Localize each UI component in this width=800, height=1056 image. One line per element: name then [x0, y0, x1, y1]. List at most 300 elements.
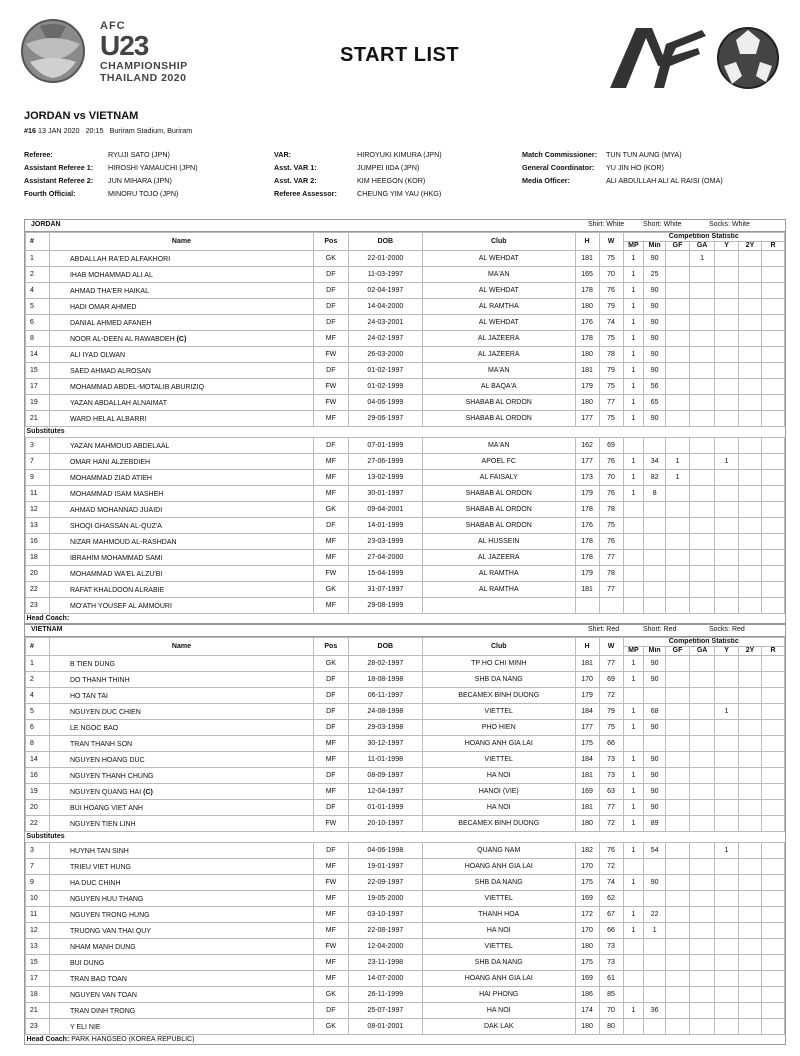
player-club: THANH HOA	[422, 907, 575, 923]
player-name: BUI DUNG	[49, 955, 313, 971]
stat-red	[761, 363, 784, 379]
player-row	[26, 656, 785, 672]
player-number: 7	[26, 859, 50, 875]
stat-min: 90	[644, 411, 666, 427]
player-number: 4	[26, 688, 50, 704]
player-weight: 77	[599, 582, 623, 598]
player-height: 181	[575, 582, 599, 598]
stat-yellow	[715, 363, 739, 379]
player-name: NHAM MANH DUNG	[49, 939, 313, 955]
player-dob: 29-03-1998	[348, 720, 422, 736]
player-dob: 13-02-1999	[348, 470, 422, 486]
player-height: 170	[575, 859, 599, 875]
player-row	[26, 486, 785, 502]
stat-red	[761, 454, 784, 470]
stat-yellow	[715, 550, 739, 566]
player-row	[26, 566, 785, 582]
col-ga-header: GA	[690, 647, 715, 656]
player-weight: 76	[599, 283, 623, 299]
player-number: 21	[26, 411, 50, 427]
official-label: Match Commissioner:	[522, 150, 598, 159]
stat-red	[761, 438, 784, 454]
player-row	[26, 875, 785, 891]
player-weight: 79	[599, 704, 623, 720]
player-dob: 24-02-1997	[348, 331, 422, 347]
player-club: AL JAZEERA	[422, 550, 575, 566]
player-name: Y ELI NIE	[49, 1019, 313, 1035]
stat-min: 90	[644, 363, 666, 379]
logo-u23-text: U23	[100, 30, 149, 61]
stat-gf	[666, 518, 690, 534]
match-info	[24, 126, 192, 135]
player-name: HO TAN TAI	[49, 688, 313, 704]
player-club: TP HO CHI MINH	[422, 656, 575, 672]
player-club: VIETTEL	[422, 891, 575, 907]
stat-min: 90	[644, 875, 666, 891]
head-coach-row	[26, 614, 785, 624]
stat-second-yellow	[739, 907, 762, 923]
stat-gf	[666, 299, 690, 315]
stat-gf	[666, 395, 690, 411]
player-weight: 69	[599, 438, 623, 454]
player-club: HOANG ANH GIA LAI	[422, 736, 575, 752]
stat-mp: 1	[623, 656, 644, 672]
stat-min	[644, 598, 666, 614]
stat-min	[644, 859, 666, 875]
stat-yellow	[715, 859, 739, 875]
player-dob: 01-02-1997	[348, 363, 422, 379]
stat-red	[761, 704, 784, 720]
stat-mp	[623, 518, 644, 534]
player-height: 175	[575, 875, 599, 891]
stat-gf	[666, 550, 690, 566]
player-number: 3	[26, 843, 50, 859]
player-name: B TIEN DUNG	[49, 656, 313, 672]
player-weight: 75	[599, 518, 623, 534]
stat-ga	[690, 800, 715, 816]
player-number: 1	[26, 656, 50, 672]
stat-gf	[666, 363, 690, 379]
player-dob: 27-04-2000	[348, 550, 422, 566]
player-name: OMAR HANI ALZEBDIEH	[49, 454, 313, 470]
stat-red	[761, 955, 784, 971]
player-dob: 12-04-2000	[348, 939, 422, 955]
stat-red	[761, 859, 784, 875]
player-club: SHB DA NANG	[422, 955, 575, 971]
player-weight: 80	[599, 1019, 623, 1035]
official-label: Assistant Referee 2:	[24, 176, 94, 185]
player-dob: 22-09-1997	[348, 875, 422, 891]
player-dob: 12-04-1997	[348, 784, 422, 800]
team-vietnam-block	[24, 624, 786, 1045]
stat-red	[761, 598, 784, 614]
stat-min: 90	[644, 800, 666, 816]
match-number: #16	[24, 126, 36, 135]
player-position: MF	[313, 923, 348, 939]
stat-mp: 1	[623, 470, 644, 486]
stat-gf	[666, 939, 690, 955]
player-name: NGUYEN TRONG HUNG	[49, 907, 313, 923]
stat-gf	[666, 534, 690, 550]
stat-yellow	[715, 598, 739, 614]
player-position: DF	[313, 843, 348, 859]
stat-ga	[690, 395, 715, 411]
stat-second-yellow	[739, 379, 762, 395]
official-label: General Coordinator:	[522, 163, 595, 172]
player-weight: 74	[599, 875, 623, 891]
player-dob: 02-04-1997	[348, 283, 422, 299]
stat-gf	[666, 315, 690, 331]
kit-shirt: Shirt: Red	[588, 626, 620, 633]
head-coach-name: PARK HANGSEO (KOREA REPUBLIC)	[71, 1036, 195, 1043]
kit-shorts: Short: White	[643, 221, 682, 228]
player-dob: 31-07-1997	[348, 582, 422, 598]
stat-yellow	[715, 267, 739, 283]
player-position: MF	[313, 971, 348, 987]
stat-mp: 1	[623, 299, 644, 315]
stat-ga	[690, 486, 715, 502]
player-name: YAZAN ABDALLAH ALNAIMAT	[49, 395, 313, 411]
player-club: AL WEHDAT	[422, 315, 575, 331]
stat-ga	[690, 987, 715, 1003]
kit-socks: Socks: Red	[709, 626, 745, 633]
player-weight: 61	[599, 971, 623, 987]
stat-mp	[623, 891, 644, 907]
col-yellow-header: Y	[715, 242, 739, 251]
stat-mp: 1	[623, 704, 644, 720]
player-height: 178	[575, 502, 599, 518]
player-position: MF	[313, 598, 348, 614]
player-row	[26, 267, 785, 283]
player-row	[26, 582, 785, 598]
player-row	[26, 752, 785, 768]
player-name: BUI HOANG VIET ANH	[49, 800, 313, 816]
player-name: LE NGOC BAO	[49, 720, 313, 736]
stat-min: 90	[644, 331, 666, 347]
player-dob: 06-11-1997	[348, 688, 422, 704]
stat-yellow	[715, 438, 739, 454]
player-club: SHABAB AL ORDON	[422, 518, 575, 534]
stat-ga	[690, 363, 715, 379]
official-label: Referee Assessor:	[274, 189, 337, 198]
player-position: FW	[313, 566, 348, 582]
official-value: ALI ABDULLAH ALI AL RAISI (OMA)	[606, 176, 723, 185]
stat-ga	[690, 267, 715, 283]
stat-mp: 1	[623, 720, 644, 736]
kit-shirt: Shirt: White	[588, 221, 625, 228]
col-height-header: H	[575, 638, 599, 656]
stat-gf	[666, 752, 690, 768]
player-weight: 78	[599, 502, 623, 518]
player-height: 179	[575, 486, 599, 502]
captain-marker: (C)	[143, 789, 153, 796]
player-dob: 15-04-1999	[348, 566, 422, 582]
player-row	[26, 923, 785, 939]
stat-second-yellow	[739, 299, 762, 315]
player-height: 178	[575, 331, 599, 347]
col-min-header: Min	[644, 647, 666, 656]
player-name: NGUYEN HOANG DUC	[49, 752, 313, 768]
player-name: TRUONG VAN THAI QUY	[49, 923, 313, 939]
stat-mp: 1	[623, 411, 644, 427]
stat-second-yellow	[739, 971, 762, 987]
stat-red	[761, 251, 784, 267]
stat-second-yellow	[739, 363, 762, 379]
player-number: 6	[26, 720, 50, 736]
official-value: MINORU TOJO (JPN)	[108, 189, 179, 198]
stat-min: 89	[644, 816, 666, 832]
player-dob: 14-07-2000	[348, 971, 422, 987]
player-row	[26, 1003, 785, 1019]
stat-min	[644, 736, 666, 752]
player-row	[26, 395, 785, 411]
player-club: SHB DA NANG	[422, 672, 575, 688]
col-weight-header: W	[599, 233, 623, 251]
substitutes-label-row	[26, 832, 785, 843]
stat-gf	[666, 598, 690, 614]
player-dob: 24-08-1998	[348, 704, 422, 720]
stat-mp	[623, 955, 644, 971]
player-club: AL RAMTHA	[422, 299, 575, 315]
player-height: 177	[575, 411, 599, 427]
col-ga-header: GA	[690, 242, 715, 251]
stat-red	[761, 1019, 784, 1035]
stat-mp	[623, 550, 644, 566]
player-dob: 04-06-1998	[348, 843, 422, 859]
stat-mp: 1	[623, 800, 644, 816]
player-weight: 74	[599, 315, 623, 331]
stat-yellow	[715, 331, 739, 347]
stat-second-yellow	[739, 566, 762, 582]
player-weight: 76	[599, 454, 623, 470]
player-position: GK	[313, 987, 348, 1003]
player-number: 8	[26, 736, 50, 752]
captain-marker: (C)	[176, 336, 187, 343]
stat-red	[761, 331, 784, 347]
stat-red	[761, 315, 784, 331]
player-dob: 29-08-1999	[348, 598, 422, 614]
stat-red	[761, 534, 784, 550]
stat-gf	[666, 379, 690, 395]
player-number: 23	[26, 1019, 50, 1035]
col-gf-header: GF	[666, 242, 690, 251]
player-name: NGUYEN TIEN LINH	[49, 816, 313, 832]
stat-gf	[666, 566, 690, 582]
player-club: HOANG ANH GIA LAI	[422, 971, 575, 987]
player-position: MF	[313, 752, 348, 768]
player-position: FW	[313, 395, 348, 411]
player-row	[26, 800, 785, 816]
player-name: NGUYEN VAN TOAN	[49, 987, 313, 1003]
col-club-header: Club	[422, 233, 575, 251]
stat-second-yellow	[739, 816, 762, 832]
stat-min: 82	[644, 470, 666, 486]
official-label: Referee:	[24, 150, 53, 159]
player-row	[26, 971, 785, 987]
player-position: MF	[313, 534, 348, 550]
player-weight: 77	[599, 550, 623, 566]
player-height: 179	[575, 688, 599, 704]
stat-gf	[666, 784, 690, 800]
player-number: 18	[26, 987, 50, 1003]
player-number: 16	[26, 534, 50, 550]
player-dob: 28-02-1997	[348, 656, 422, 672]
kit-socks: Socks: White	[709, 221, 750, 228]
player-position: MF	[313, 784, 348, 800]
player-club: VIETTEL	[422, 752, 575, 768]
player-weight: 72	[599, 816, 623, 832]
afc-logo	[606, 22, 782, 92]
stat-ga	[690, 816, 715, 832]
col-weight-header: W	[599, 638, 623, 656]
stat-red	[761, 907, 784, 923]
stat-yellow	[715, 1019, 739, 1035]
stat-red	[761, 800, 784, 816]
stat-red	[761, 768, 784, 784]
stat-second-yellow	[739, 438, 762, 454]
stat-min: 90	[644, 768, 666, 784]
player-position: FW	[313, 939, 348, 955]
player-position: DF	[313, 720, 348, 736]
player-position: MF	[313, 859, 348, 875]
stat-gf	[666, 736, 690, 752]
player-number: 23	[26, 598, 50, 614]
player-row	[26, 859, 785, 875]
player-weight: 79	[599, 299, 623, 315]
player-position: DF	[313, 1003, 348, 1019]
stat-yellow	[715, 411, 739, 427]
player-name: NGUYEN THANH CHUNG	[49, 768, 313, 784]
player-name: TRAN THANH SON	[49, 736, 313, 752]
player-club	[422, 598, 575, 614]
stat-gf	[666, 800, 690, 816]
player-number: 5	[26, 299, 50, 315]
stat-second-yellow	[739, 656, 762, 672]
officials-row	[24, 163, 784, 176]
player-number: 14	[26, 752, 50, 768]
stat-min	[644, 566, 666, 582]
stat-mp	[623, 971, 644, 987]
player-position: MF	[313, 736, 348, 752]
stat-second-yellow	[739, 331, 762, 347]
stat-yellow	[715, 656, 739, 672]
stat-mp: 1	[623, 672, 644, 688]
stat-ga	[690, 411, 715, 427]
player-dob: 07-01-1999	[348, 438, 422, 454]
stat-yellow	[715, 299, 739, 315]
ball-emblem-icon	[20, 18, 86, 84]
stat-second-yellow	[739, 672, 762, 688]
col-min-header: Min	[644, 242, 666, 251]
competition-statistic-header: Competition Statistic	[623, 233, 784, 242]
stat-ga	[690, 736, 715, 752]
col-num-header: #	[26, 233, 50, 251]
player-position: DF	[313, 800, 348, 816]
player-name: RAFAT KHALDOON ALRABIE	[49, 582, 313, 598]
player-position: DF	[313, 363, 348, 379]
stat-yellow	[715, 486, 739, 502]
player-name: MOHAMMAD ABDEL-MOTALIB ABURIZIQ	[49, 379, 313, 395]
stat-min: 90	[644, 752, 666, 768]
player-club: VIETTEL	[422, 939, 575, 955]
player-club: PHO HIEN	[422, 720, 575, 736]
player-height: 177	[575, 720, 599, 736]
stat-second-yellow	[739, 518, 762, 534]
player-row	[26, 672, 785, 688]
stat-red	[761, 923, 784, 939]
player-position: FW	[313, 816, 348, 832]
stat-ga	[690, 843, 715, 859]
stat-second-yellow	[739, 470, 762, 486]
player-dob: 30-01-1997	[348, 486, 422, 502]
stat-second-yellow	[739, 411, 762, 427]
official-value: HIROYUKI KIMURA (JPN)	[357, 150, 442, 159]
player-club: BECAMEX BINH DUONG	[422, 688, 575, 704]
player-height	[575, 598, 599, 614]
player-number: 14	[26, 347, 50, 363]
match-title: JORDAN vs VIETNAM	[24, 110, 139, 122]
stat-mp: 1	[623, 486, 644, 502]
player-name: ALI IYAD OLWAN	[49, 347, 313, 363]
stat-mp: 1	[623, 347, 644, 363]
player-name: DO THANH THINH	[49, 672, 313, 688]
player-height: 173	[575, 470, 599, 486]
stat-ga	[690, 720, 715, 736]
kit-shorts: Short: Red	[643, 626, 677, 633]
stat-red	[761, 939, 784, 955]
stat-second-yellow	[739, 720, 762, 736]
player-weight: 85	[599, 987, 623, 1003]
official-value: HIROSHI YAMAUCHI (JPN)	[108, 163, 198, 172]
stat-yellow	[715, 891, 739, 907]
player-name: NGUYEN HUU THANG	[49, 891, 313, 907]
stat-mp: 1	[623, 267, 644, 283]
player-position: DF	[313, 315, 348, 331]
player-position: MF	[313, 550, 348, 566]
stat-gf	[666, 438, 690, 454]
player-table	[25, 637, 785, 1044]
stat-second-yellow	[739, 267, 762, 283]
player-position: MF	[313, 891, 348, 907]
team-name: JORDAN	[31, 221, 61, 228]
official-value: KIM HEEGON (KOR)	[357, 176, 426, 185]
player-weight: 78	[599, 566, 623, 582]
stat-mp: 1	[623, 283, 644, 299]
stat-red	[761, 347, 784, 363]
stat-mp: 1	[623, 768, 644, 784]
player-number: 4	[26, 283, 50, 299]
stat-min: 34	[644, 454, 666, 470]
player-club: DAK LAK	[422, 1019, 575, 1035]
player-name: NGUYEN DUC CHIEN	[49, 704, 313, 720]
stat-min	[644, 987, 666, 1003]
stat-yellow	[715, 379, 739, 395]
stat-yellow	[715, 283, 739, 299]
player-dob: 04-06-1999	[348, 395, 422, 411]
player-number: 12	[26, 923, 50, 939]
stat-second-yellow	[739, 283, 762, 299]
stat-mp: 1	[623, 907, 644, 923]
player-number: 21	[26, 1003, 50, 1019]
stat-min	[644, 1019, 666, 1035]
stat-min	[644, 550, 666, 566]
player-club: MA'AN	[422, 363, 575, 379]
player-club: AL HUSSEIN	[422, 534, 575, 550]
player-position: MF	[313, 411, 348, 427]
player-number: 17	[26, 971, 50, 987]
officials-row	[24, 189, 784, 202]
player-name: NIZAR MAHMOUD AL-RASHDAN	[49, 534, 313, 550]
